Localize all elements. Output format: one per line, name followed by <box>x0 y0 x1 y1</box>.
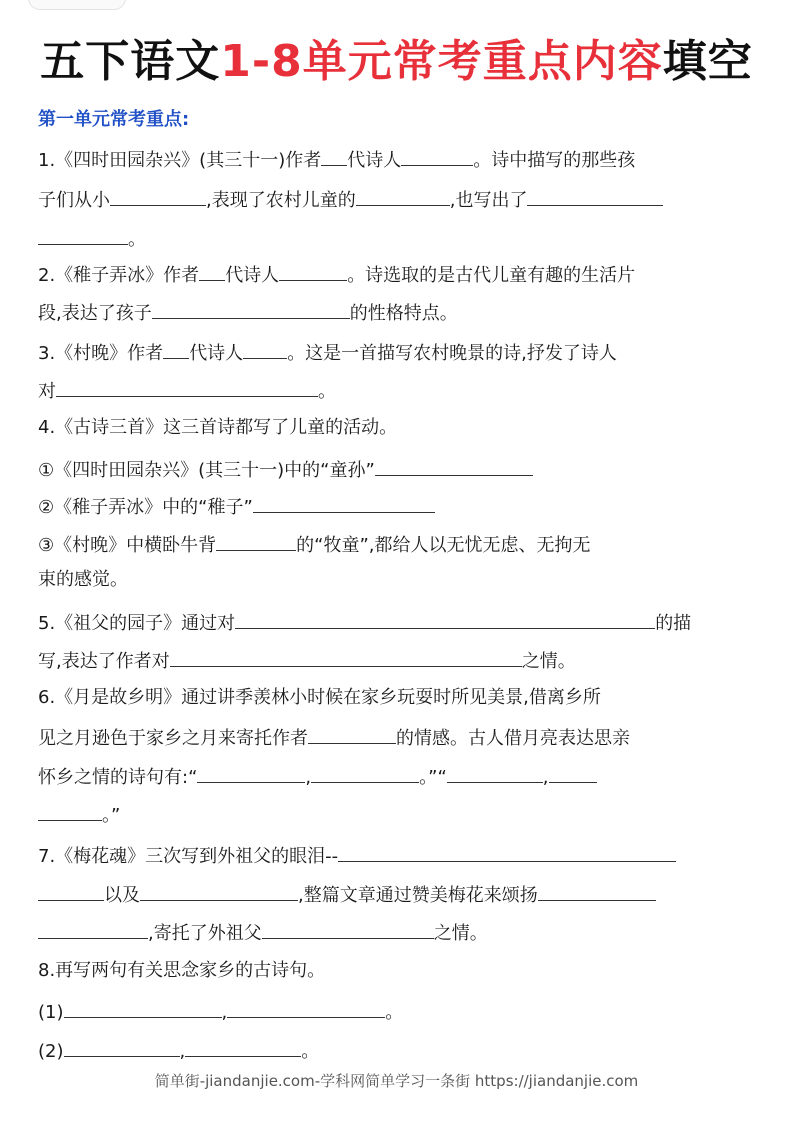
line-text: , <box>542 767 549 788</box>
question-line <box>38 530 591 559</box>
question-line <box>38 958 325 984</box>
line-text: 7.《梅花魂》三次写到外祖父的眼泪-- <box>38 846 339 867</box>
line-text: , <box>305 767 312 788</box>
line-text: 的情感。古人借月亮表达思亲 <box>396 728 630 749</box>
answer-blank[interactable] <box>38 918 148 939</box>
footer-watermark: 简单街-jiandanjie.com-学科网简单学习一条街 https://jiandanjie.com <box>154 1072 639 1090</box>
question-line <box>38 298 458 327</box>
answer-blank[interactable] <box>527 185 663 206</box>
line-text: 5.《祖父的园子》通过对 <box>38 613 236 634</box>
answer-blank[interactable] <box>227 997 385 1018</box>
answer-blank[interactable] <box>64 1036 180 1057</box>
line-text: (1) <box>38 1002 64 1023</box>
line-text: , <box>179 1041 186 1062</box>
answer-blank[interactable] <box>163 338 189 359</box>
question-line <box>38 145 635 174</box>
title-part-3: 填空 <box>662 36 753 87</box>
answer-blank[interactable] <box>311 762 419 783</box>
title-part-2: 1-8单元常考重点内容 <box>220 36 663 87</box>
answer-blank[interactable] <box>197 762 305 783</box>
line-text: 束的感觉。 <box>38 569 128 590</box>
section-heading: 第一单元常考重点: <box>38 109 190 130</box>
answer-blank[interactable] <box>338 841 676 862</box>
question-line <box>38 800 120 829</box>
line-text: 。 <box>385 1002 404 1023</box>
answer-blank[interactable] <box>140 880 298 901</box>
line-text: 6.《月是故乡明》通过讲季羡林小时候在家乡玩耍时所见美景,借离乡所 <box>38 687 601 708</box>
question-line <box>38 762 597 791</box>
line-text: 之情。 <box>521 651 576 672</box>
question-line <box>38 455 533 484</box>
line-text: 。 <box>318 381 336 402</box>
line-text: 代诗人 <box>225 265 280 286</box>
question-line <box>38 260 635 289</box>
question-line <box>38 1036 319 1065</box>
line-text: ③《村晚》中横卧牛背 <box>38 535 217 556</box>
question-line <box>38 338 617 367</box>
line-text: 代诗人 <box>189 343 244 364</box>
line-text: , <box>221 1002 228 1023</box>
answer-blank[interactable] <box>110 185 206 206</box>
question-line <box>38 880 656 909</box>
line-text: 。” <box>102 805 121 826</box>
line-text: 见之月逊色于家乡之月来寄托作者 <box>38 728 308 749</box>
line-text: 。诗中描写的那些孩 <box>473 150 636 171</box>
answer-blank[interactable] <box>216 530 296 551</box>
question-line <box>38 492 435 521</box>
question-line <box>38 376 336 405</box>
line-text: 的描 <box>655 613 692 634</box>
question-line <box>38 918 488 947</box>
answer-blank[interactable] <box>262 918 434 939</box>
question-line <box>38 224 146 253</box>
question-line <box>38 646 576 675</box>
question-line <box>38 997 403 1026</box>
line-text: 的性格特点。 <box>349 303 458 324</box>
line-text: 4.《古诗三首》这三首诗都写了儿童的活动。 <box>38 417 398 438</box>
answer-blank[interactable] <box>185 1036 301 1057</box>
question-line <box>38 608 691 637</box>
answer-blank[interactable] <box>401 145 473 166</box>
answer-blank[interactable] <box>38 880 104 901</box>
line-text: 之情。 <box>433 923 488 944</box>
line-text: 段,表达了孩子 <box>38 303 152 324</box>
question-line <box>38 185 663 214</box>
line-text: 。”“ <box>419 767 447 788</box>
title-part-1: 五下语文 <box>40 36 221 87</box>
answer-blank[interactable] <box>56 376 318 397</box>
line-text: 8.再写两句有关思念家乡的古诗句。 <box>38 960 326 981</box>
line-text: 对 <box>38 381 56 402</box>
question-line <box>38 723 630 752</box>
answer-blank[interactable] <box>321 145 347 166</box>
answer-blank[interactable] <box>308 723 396 744</box>
line-text: 。这是一首描写农村晚景的诗,抒发了诗人 <box>287 343 617 364</box>
answer-blank[interactable] <box>356 185 450 206</box>
answer-blank[interactable] <box>375 455 533 476</box>
line-text: ,寄托了外祖父 <box>148 923 262 944</box>
question-line <box>38 841 676 870</box>
line-text: 子们从小 <box>38 190 110 211</box>
answer-blank[interactable] <box>235 608 655 629</box>
answer-blank[interactable] <box>64 997 222 1018</box>
line-text: (2) <box>38 1041 64 1062</box>
answer-blank[interactable] <box>447 762 543 783</box>
page-title <box>0 32 793 92</box>
line-text: ②《稚子弄冰》中的“稚子” <box>38 497 253 518</box>
answer-blank[interactable] <box>243 338 287 359</box>
answer-blank[interactable] <box>170 646 522 667</box>
answer-blank[interactable] <box>152 298 350 319</box>
question-line <box>38 415 397 441</box>
line-text: 的“牧童”,都给人以无忧无虑、无拘无 <box>296 535 591 556</box>
line-text: 。 <box>301 1041 320 1062</box>
line-text: 1.《四时田园杂兴》(其三十一)作者 <box>38 150 322 171</box>
question-line <box>38 567 128 593</box>
answer-blank[interactable] <box>279 260 347 281</box>
line-text: 2.《稚子弄冰》作者 <box>38 265 200 286</box>
line-text: 3.《村晚》作者 <box>38 343 164 364</box>
answer-blank[interactable] <box>538 880 656 901</box>
line-text: 代诗人 <box>347 150 402 171</box>
answer-blank[interactable] <box>199 260 225 281</box>
line-text: 。诗选取的是古代儿童有趣的生活片 <box>347 265 636 286</box>
answer-blank[interactable] <box>253 492 435 513</box>
answer-blank[interactable] <box>38 800 102 821</box>
line-text: ,也写出了 <box>449 190 528 211</box>
line-text: 写,表达了作者对 <box>38 651 170 672</box>
line-text: ①《四时田园杂兴》(其三十一)中的“童孙” <box>38 460 375 481</box>
line-text: 怀乡之情的诗句有:“ <box>38 767 198 788</box>
line-text: 。 <box>128 229 146 250</box>
answer-blank[interactable] <box>38 224 128 245</box>
line-text: 以及 <box>104 885 140 906</box>
answer-blank[interactable] <box>549 762 597 783</box>
line-text: ,表现了农村儿童的 <box>206 190 356 211</box>
line-text: ,整篇文章通过赞美梅花来颂扬 <box>298 885 538 906</box>
top-tab <box>28 0 126 10</box>
question-line <box>38 685 601 711</box>
